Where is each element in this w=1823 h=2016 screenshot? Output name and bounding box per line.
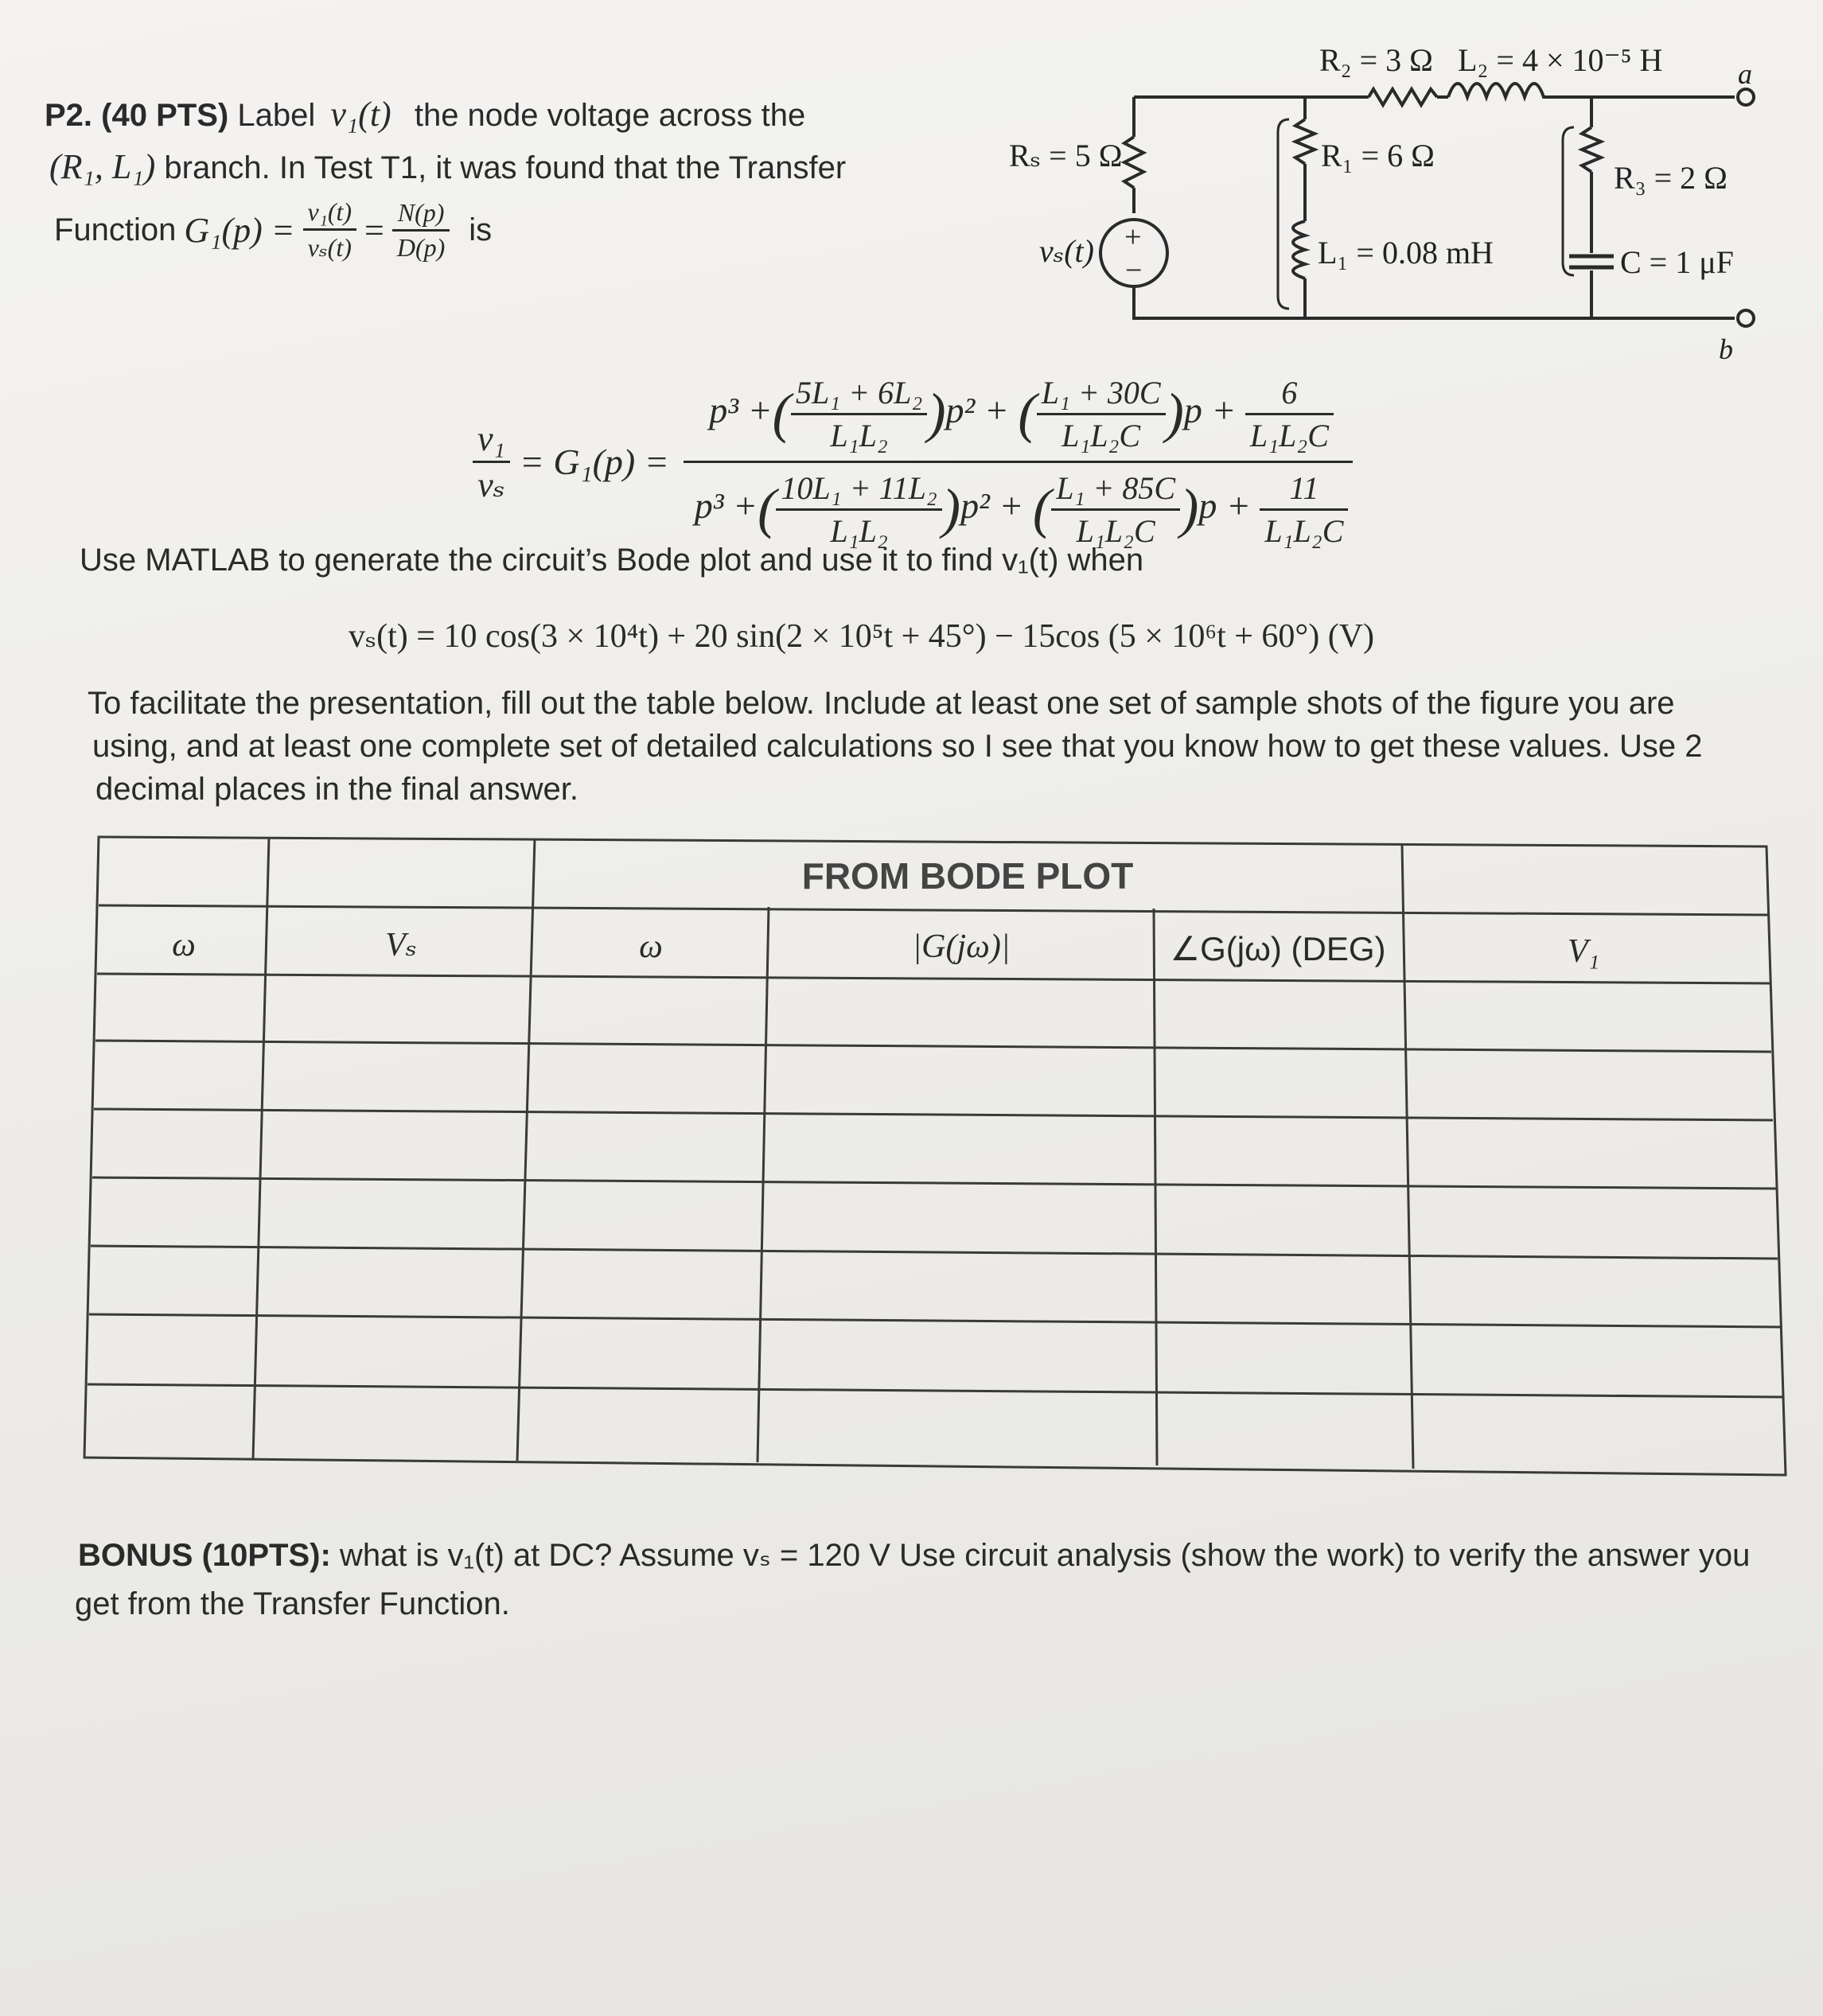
problem-points: (40 PTS)	[101, 98, 229, 133]
problem-text-3b: is	[469, 212, 493, 247]
bonus-label: BONUS (10PTS):	[78, 1538, 331, 1573]
tf-lhs-den: vₛ	[477, 465, 505, 504]
label-c: C = 1 μF	[1620, 244, 1734, 280]
bonus-line-2: get from the Transfer Function.	[75, 1586, 510, 1621]
fraction-v1: v₁(t)	[303, 197, 357, 231]
num-p2: p² +	[945, 390, 1009, 431]
problem-label: P2.	[45, 98, 93, 133]
instruction-line-3: decimal places in the final answer.	[95, 772, 578, 807]
label-vs: vₛ(t)	[1039, 233, 1094, 269]
col-header-phase: ∠G(jω) (DEG)	[1170, 930, 1386, 967]
problem-text-2b: branch. In Test T1, it was found that the Transfer	[164, 150, 847, 185]
den-p3: p³ +	[694, 485, 758, 527]
label-l2: L₂ = 4 × 10⁻⁵ H	[1458, 42, 1663, 78]
num-c2-den: L₁L₂	[830, 418, 888, 453]
problem-text-1b: the node voltage across the	[414, 98, 806, 133]
instruction-line-1: To facilitate the presentation, fill out the table below. Include at least one set of sample shots of the figure you are	[88, 686, 1675, 721]
den-p2: p² +	[960, 485, 1024, 527]
num-p1: p +	[1183, 390, 1237, 431]
den-c2-den: L₁L₂	[830, 513, 888, 549]
num-c1-num: L₁ + 30C	[1037, 374, 1166, 415]
equals-sign: =	[364, 210, 384, 250]
tf-denominator: p³ +( $\frac{\text{10L₁ + 11L₂}}{\text{L₁L₂}}$ )p² + ( $\frac{\text{L₁ + 85C}}{\text{L₁L₂C}}$ )p + $\frac{11}{\text{L₁L₂C}}$	[684, 463, 1354, 550]
fraction-np: N(p)	[392, 198, 450, 232]
num-c2-num: 5L₁ + 6L₂	[791, 374, 927, 415]
problem-text-3a: Function	[54, 212, 177, 247]
col-header-omega-2: ω	[639, 928, 663, 965]
den-c1-num: L₁ + 85C	[1051, 469, 1180, 511]
col-header-v1: V₁	[1567, 933, 1600, 970]
source-minus: −	[1125, 254, 1143, 287]
num-c1-den: L₁L₂C	[1061, 418, 1141, 453]
fraction-dp: D(p)	[396, 232, 446, 262]
source-equation: vₛ(t) = 10 cos(3 × 10⁴t) + 20 sin(2 × 10⁵t + 45°) − 15cos (5 × 10⁶t + 60°) (V)	[349, 618, 1375, 655]
den-p1: p +	[1198, 485, 1251, 527]
instruction-matlab: Use MATLAB to generate the circuit’s Bode plot and use it to find v₁(t) when	[80, 543, 1144, 578]
bonus-text-a: what is v₁(t) at DC? Assume vₛ = 120 V Use circuit analysis (show the work) to verify the answer you	[330, 1538, 1751, 1573]
num-p3: p³ +	[709, 390, 773, 431]
label-node-a: a	[1738, 58, 1752, 90]
g1-symbol: G₁(p) =	[184, 210, 295, 250]
num-c0-num: 6	[1245, 374, 1334, 415]
col-header-magnitude: |G(jω)|	[912, 928, 1011, 965]
problem-text-1a: Label	[237, 98, 316, 133]
tf-numerator: p³ +( $\frac{\text{5L₁ + 6L₂}}{\text{L₁L₂}}$ )p² + ( $\frac{\text{L₁ + 30C}}{\text{L₁L₂C}}$ )p + $\frac{6}{\text{L₁L₂C}}$	[684, 374, 1354, 463]
label-rs: Rₛ = 5 Ω	[1009, 138, 1123, 173]
den-c1-den: L₁L₂C	[1076, 513, 1155, 549]
bonus-line-1	[78, 1537, 1750, 1574]
label-r3: R₃ = 2 Ω	[1614, 160, 1728, 196]
den-c2-num: 10L₁ + 11L₂	[776, 469, 941, 511]
instruction-line-2: using, and at least one complete set of detailed calculations so I see that you know how to get these values. Use 2	[92, 729, 1703, 764]
v1-symbol: v₁(t)	[330, 95, 391, 134]
source-plus: +	[1124, 220, 1142, 254]
label-l1: L₁ = 0.08 mH	[1318, 235, 1494, 270]
branch-symbol: (R₁, L₁)	[49, 147, 156, 186]
table-group-header: FROM BODE PLOT	[801, 855, 1134, 897]
tf-lhs-num: v₁	[473, 418, 510, 463]
fraction-vs: vₛ(t)	[307, 233, 352, 262]
label-r1: R₁ = 6 Ω	[1321, 138, 1435, 173]
label-node-b: b	[1719, 333, 1733, 365]
num-c0-den: L₁L₂C	[1249, 418, 1329, 453]
label-r2: R₂ = 3 Ω	[1319, 42, 1433, 78]
den-c0-num: 11	[1260, 469, 1348, 511]
col-header-vs: Vₛ	[385, 927, 417, 963]
tf-lhs-eq: = G₁(p) =	[519, 442, 669, 482]
den-c0-den: L₁L₂C	[1264, 513, 1344, 549]
col-header-omega-1: ω	[172, 927, 196, 963]
